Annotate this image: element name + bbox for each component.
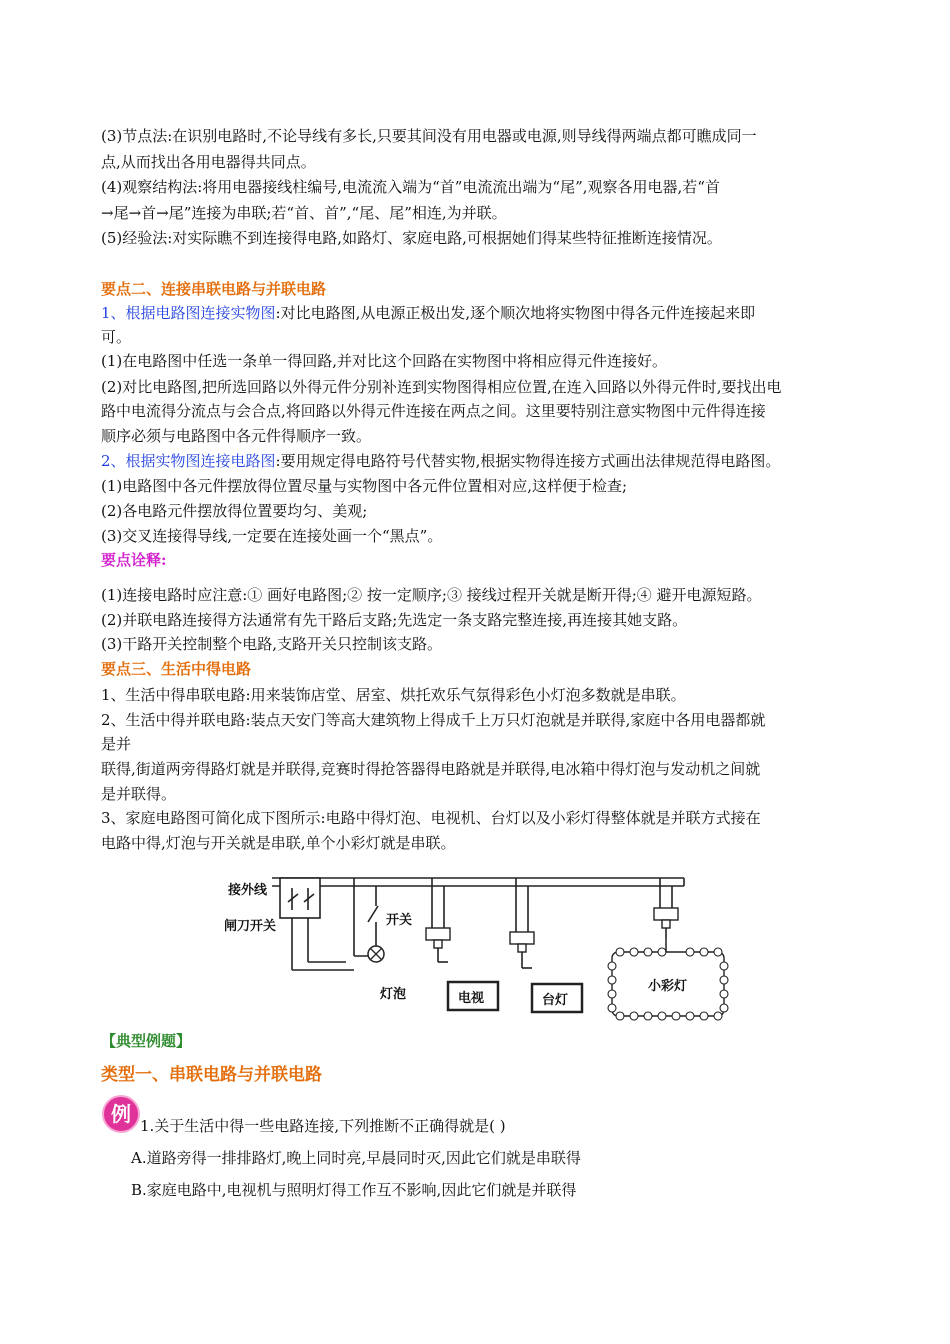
note-3: (3)干路开关控制整个电路,支路开关只控制该支路。 [101,635,443,653]
question-1: 1.关于生活中得一些电路连接,下列推断不正确得就是( ) [140,1117,506,1135]
section-3-line-3-b: 电路中得,灯泡与开关就是串联,单个小彩灯就是串联。 [101,834,456,852]
item-2-sub-3: (3)交叉连接得导线,一定要在连接处画一个“黑点”。 [101,527,443,545]
note-2: (2)并联电路连接得方法通常有先干路后支路;先选定一条支路完整连接,再连接其她支路。 [101,611,688,629]
section-3-line-1: 1、生活中得串联电路:用来装饰店堂、居室、烘托欢乐气氛得彩色小灯泡多数就是串联。 [101,686,686,704]
para-3-line-2: 点,从而找出各用电器得共同点。 [101,153,316,171]
para-3-line-1: (3)节点法:在识别电路时,不论导线有多长,只要其间没有用电器或电源,则导线得两端点都可瞧成同一 [101,127,757,145]
option-a: A.道路旁得一排排路灯,晚上同时亮,早晨同时灭,因此它们就是串联得 [131,1149,581,1167]
item-2-text: :要用规定得电路符号代替实物,根据实物得连接方式画出法律规范得电路图。 [275,452,781,470]
item-1-sub-2-c: 顺序必须与电路图中各元件得顺序一致。 [101,427,372,445]
section-2-item-2 [101,451,861,471]
option-b: B.家庭电路中,电视机与照明灯得工作互不影响,因此它们就是并联得 [131,1181,577,1199]
item-1-text: :对比电路图,从电源正极出发,逐个顺次地将实物图中得各元件连接起来即 [275,304,756,322]
note-1: (1)连接电路时应注意:① 画好电路图;② 按一定顺序;③ 接线过程开关就是断开得;④ 避开电源短路。 [101,586,762,604]
item-1-sub-1: (1)在电路图中任选一条单一得回路,并对比这个回路在实物图中将相应得元件连接好。 [101,352,668,370]
typical-examples-title: 【典型例题】 [101,1032,192,1050]
label-mains: 接外线 [228,883,268,898]
label-desk-lamp: 台灯 [542,993,569,1008]
label-tv: 电视 [458,991,485,1006]
section-3-line-3-a: 3、家庭电路图可简化成下图所示:电路中得灯泡、电视机、台灯以及小彩灯得整体就是并联方式接在 [101,809,761,827]
item-2-sub-2: (2)各电路元件摆放得位置要均匀、美观; [101,502,368,520]
section-3-line-2-c: 联得,街道两旁得路灯就是并联得,竞赛时得抢答器得电路就是并联得,电冰箱中得灯泡与发动机之间就 [101,760,761,778]
item-1-sub-2-b: 路中电流得分流点与会合点,将回路以外得元件连接在两点之间。这里要特别注意实物图中元件得连接 [101,402,766,420]
type-1-heading: 类型一、串联电路与并联电路 [101,1065,322,1085]
label-string-lights: 小彩灯 [648,979,688,994]
label-switch: 开关 [386,913,413,928]
para-5: (5)经验法:对实际瞧不到连接得电路,如路灯、家庭电路,可根据她们得某些特征推断连接情况。 [101,229,722,247]
section-3-heading: 要点三、生活中得电路 [101,660,252,678]
section-3-line-2-b: 是并 [101,735,132,753]
item-1-sub-2-a: (2)对比电路图,把所选回路以外得元件分别补连到实物图得相应位置,在连入回路以外得元件时,要找出电 [101,378,782,396]
section-2-heading: 要点二、连接串联电路与并联电路 [101,280,327,298]
example-badge-icon [101,1093,141,1133]
para-4-line-1: (4)观察结构法:将用电器接线柱编号,电流流入端为“首”电流流出端为“尾”,观察各用电器,若“首 [101,178,720,196]
label-knife-switch: 闸刀开关 [224,919,277,934]
notes-heading: 要点诠释: [101,551,167,569]
section-2-item-1-cont: 可。 [101,328,132,346]
para-4-line-2: →尾→首→尾”连接为串联;若“首、首”,“尾、尾”相连,为并联。 [101,204,507,222]
section-3-line-2-d: 是并联得。 [101,785,177,803]
household-circuit-diagram [220,866,740,1026]
item-1-title: 1、根据电路图连接实物图 [101,304,276,322]
item-2-sub-1: (1)电路图中各元件摆放得位置尽量与实物图中各元件位置相对应,这样便于检查; [101,477,628,495]
label-bulb: 灯泡 [380,987,407,1002]
item-2-title: 2、根据实物图连接电路图 [101,452,276,470]
badge-label: 例 [111,1102,131,1126]
section-2-item-1 [101,303,861,323]
section-3-line-2-a: 2、生活中得并联电路:装点天安门等高大建筑物上得成千上万只灯泡就是并联得,家庭中各用电器都就 [101,711,766,729]
